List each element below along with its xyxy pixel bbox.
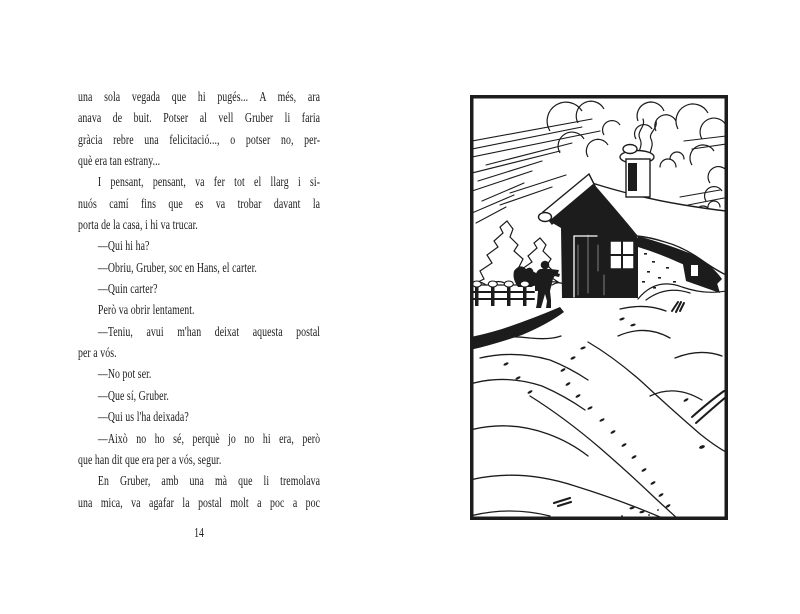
illustration-frame xyxy=(472,97,727,519)
page-number: 14 xyxy=(194,524,204,540)
snow-tuft xyxy=(672,302,684,312)
text-line: Però va obrir lentament. xyxy=(97,302,195,318)
chimney-snow-cap-top xyxy=(623,145,637,154)
satchel xyxy=(529,272,538,286)
text-line: —Teniu, avui m'han deixat aquesta postal xyxy=(97,323,321,339)
text-line: —Que sí, Gruber. xyxy=(97,387,169,403)
text-column xyxy=(78,86,320,543)
text-line: En Gruber, amb una mà que li tremolava xyxy=(97,473,321,489)
text-line: —Quin carter? xyxy=(97,281,158,297)
text-line: una mica, va agafar la postal molt a poc a poc xyxy=(78,494,321,510)
chimney-shadow xyxy=(628,163,637,191)
eave-snow-blob xyxy=(539,213,552,222)
right-page xyxy=(400,0,800,614)
text-line: —Això no ho sé, perquè jo no hi era, però xyxy=(97,430,321,446)
text-line: porta de la casa, i hi va trucar. xyxy=(78,217,198,233)
text-line: què era tan estrany... xyxy=(78,153,161,169)
window xyxy=(610,241,634,269)
text-line: —Qui us l'ha deixada? xyxy=(97,409,189,425)
text-line: I pensant, pensant, va fer tot el llarg i si- xyxy=(97,174,321,190)
grass-tuft xyxy=(554,498,571,506)
shadow-band xyxy=(470,307,564,350)
footprints xyxy=(503,317,705,517)
text-line: —No pot ser. xyxy=(97,366,152,382)
cabin xyxy=(539,145,727,301)
text-line: que han dit que era per a vós, segur. xyxy=(78,451,222,467)
right-window xyxy=(691,265,698,276)
text-line: per a vós. xyxy=(78,345,117,361)
text-line: gràcia rebre una felicitació..., o potser no, per- xyxy=(78,131,321,147)
text-line: —Obriu, Gruber, soc en Hans, el carter. xyxy=(97,259,257,275)
text-line: anava de buit. Potser al vell Gruber li faria xyxy=(78,110,321,126)
text-line: nuós camí fins que es va trobar davant la xyxy=(78,195,321,211)
cabin-snow-illustration xyxy=(470,95,728,520)
text-line: —Qui hi ha? xyxy=(97,238,150,254)
text-line: una sola vegada que hi pugés... A més, ara xyxy=(78,89,321,104)
